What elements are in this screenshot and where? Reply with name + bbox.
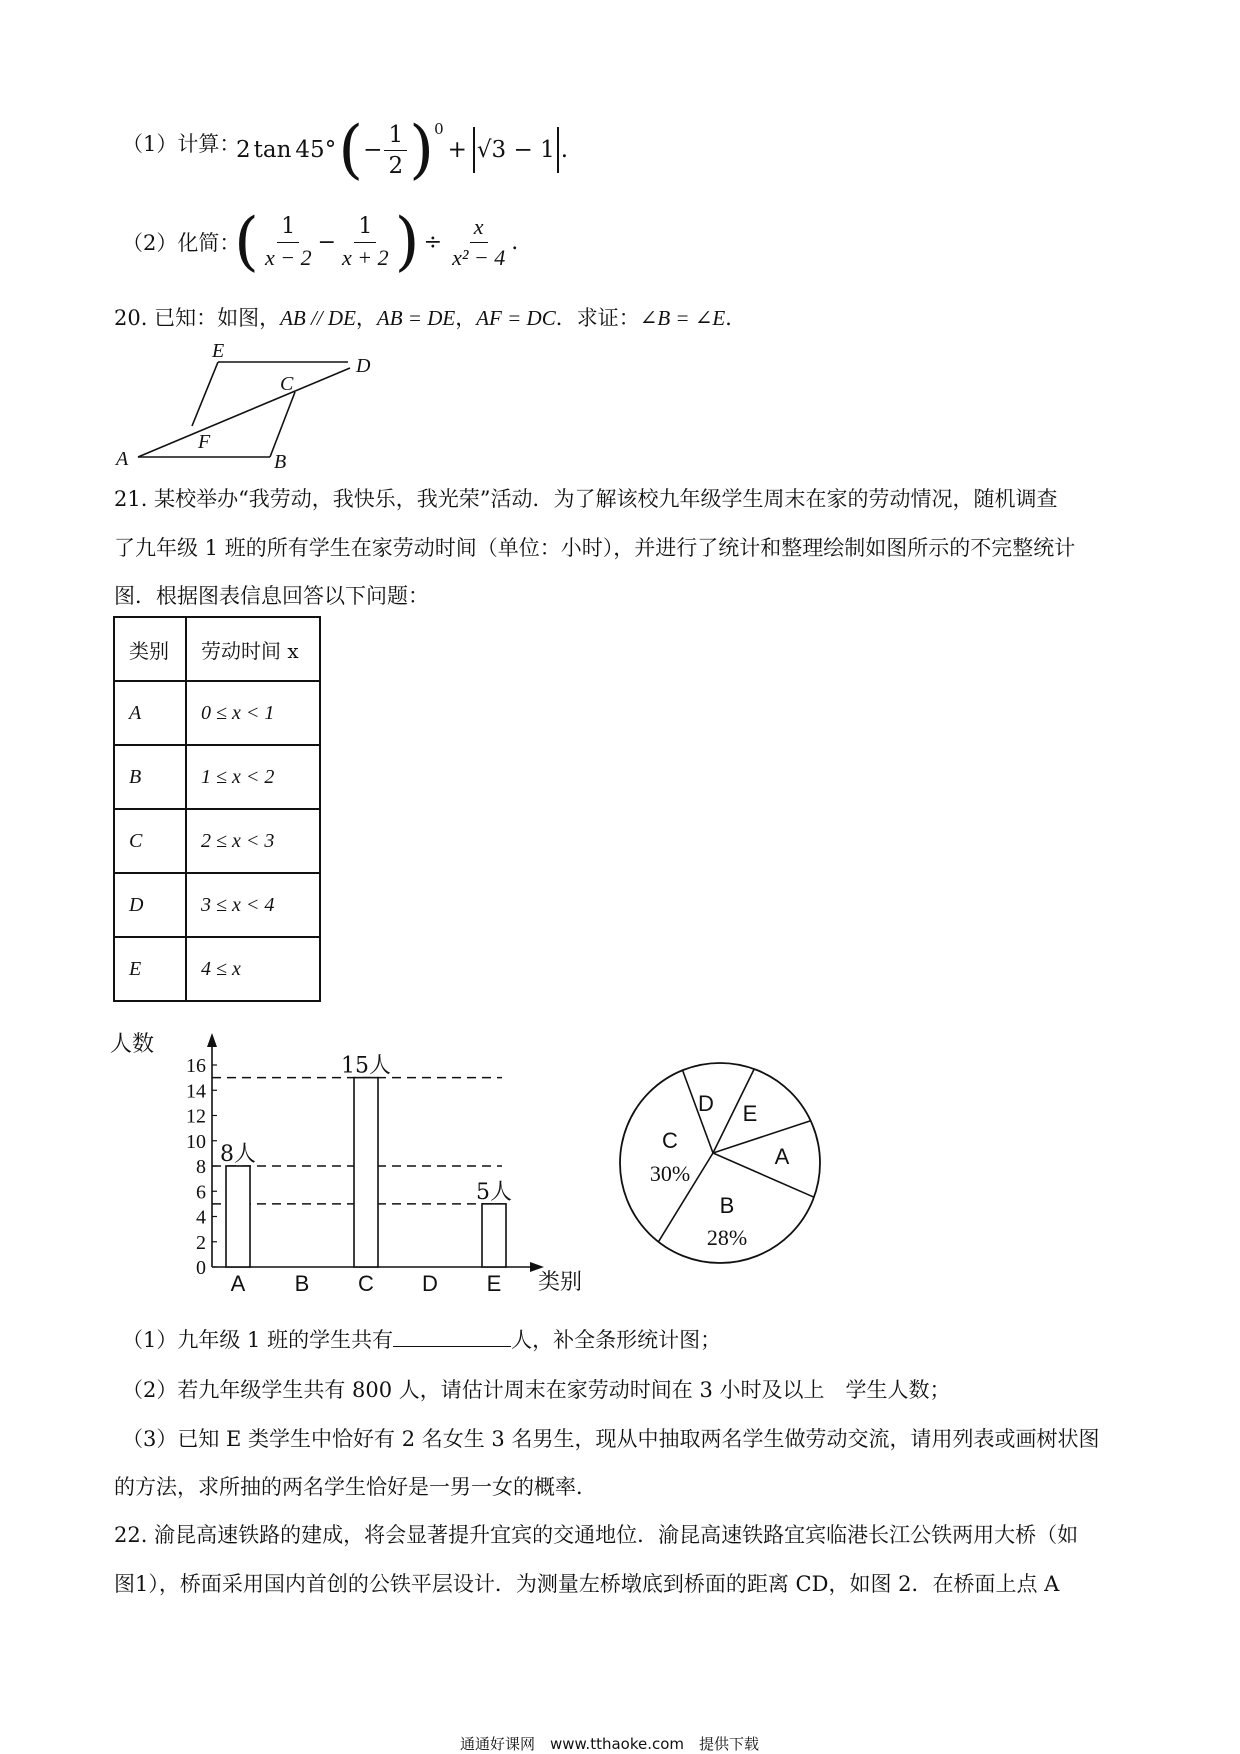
- q19-p2-fraction-3: [448, 212, 509, 273]
- table-row: [114, 681, 320, 745]
- table-header-row: [114, 617, 320, 681]
- table-cell-range: 2 ≤ x < 3: [186, 809, 320, 873]
- bar: [354, 1078, 378, 1267]
- segment-ef: [192, 362, 218, 426]
- q19-p2-end: .: [511, 229, 519, 255]
- point-a-label: A: [116, 448, 129, 470]
- q21-sub2: （2）若九年级学生共有 800 人，请估计周末在家劳动时间在 3 小时及以上 学生人数；: [122, 1378, 951, 1402]
- q19-p2-n3: x: [470, 212, 488, 243]
- left-paren: (: [234, 205, 259, 279]
- y-tick-label: 8: [196, 1156, 206, 1178]
- table-header-time: 劳动时间 x: [186, 617, 320, 681]
- q21-sub3-line2: 的方法，求所抽的两名学生恰好是一男一女的概率．: [114, 1475, 597, 1499]
- pie-slice-label: D: [698, 1091, 714, 1116]
- q19-p2-minus: −: [317, 229, 337, 255]
- table-header-category: 类别: [114, 617, 186, 681]
- y-axis-title: 人数: [110, 1032, 155, 1057]
- x-tick-label: D: [422, 1271, 438, 1296]
- table-row: [114, 873, 320, 937]
- q19-p1-angle: 45°: [295, 137, 337, 163]
- abs-bar-left: [473, 127, 475, 173]
- bar: [226, 1166, 250, 1267]
- table-cell-category: A: [114, 681, 186, 745]
- y-tick-label: 10: [186, 1130, 206, 1153]
- q19-p1-exp: 0: [434, 120, 444, 138]
- right-paren: ): [394, 205, 420, 279]
- page-footer: 通通好课网 www.tthaoke.com 提供下载: [460, 1735, 760, 1753]
- bar-data-label: 8人: [220, 1142, 256, 1167]
- left-paren: (: [338, 113, 364, 187]
- q20-cond2: AB = DE: [376, 306, 456, 330]
- point-f-label: F: [198, 431, 211, 453]
- x-tick-label: C: [358, 1271, 374, 1296]
- table-cell-category: C: [114, 809, 186, 873]
- q21-sub1-post: 人，补全条形统计图；: [511, 1328, 722, 1352]
- q20-end: ．: [725, 306, 747, 330]
- table-cell-category: B: [114, 745, 186, 809]
- point-e-label: E: [212, 340, 225, 362]
- answer-blank: [393, 1326, 511, 1347]
- q19-p1-den: 2: [388, 152, 404, 179]
- bar: [482, 1204, 506, 1267]
- table-row: [114, 809, 320, 873]
- q19-p1-expression: [236, 113, 569, 187]
- table-row: [114, 745, 320, 809]
- q21-sub1-pre: （1）九年级 1 班的学生共有: [122, 1328, 394, 1352]
- q19-p1-fn: tan: [253, 137, 292, 163]
- pie-slice-label: A: [774, 1144, 790, 1169]
- table-cell-range: 0 ≤ x < 1: [186, 681, 320, 745]
- q21-intro-line3: 图．根据图表信息回答以下问题：: [114, 584, 429, 608]
- x-tick-label: A: [230, 1271, 246, 1296]
- q20-geometry-figure: [100, 340, 400, 473]
- q19-p2-d1: x − 2: [264, 244, 312, 270]
- pie-slice-percent: 30%: [649, 1161, 691, 1186]
- right-paren: ): [409, 113, 435, 187]
- y-tick-label: 4: [196, 1206, 206, 1229]
- q19-p2-fraction-2: [338, 212, 393, 273]
- y-tick-label: 16: [186, 1055, 206, 1077]
- table-row: [114, 937, 320, 1001]
- q19-p2-d2: x + 2: [342, 244, 389, 270]
- pie-chart: [610, 1055, 830, 1270]
- table-cell-range: 3 ≤ x < 4: [186, 873, 320, 937]
- q21-intro-line2: 了九年级 1 班的所有学生在家劳动时间（单位：小时），并进行了统计和整理绘制如图所示的不完整统计: [114, 536, 1076, 560]
- q19-p1-abs: √3 − 1: [476, 137, 555, 163]
- y-tick-label: 2: [196, 1231, 206, 1254]
- q20-cond1: AB // DE: [280, 306, 356, 330]
- pie-slice-label: E: [742, 1101, 758, 1126]
- x-tick-label: E: [486, 1271, 502, 1296]
- y-tick-label: 12: [186, 1105, 206, 1128]
- q20-sep1: ，: [355, 306, 377, 330]
- q21-intro-line1: 21. 某校举办“我劳动，我快乐，我光荣”活动．为了解该校九年级学生周末在家的劳动情况，随机调查: [114, 487, 1058, 511]
- y-axis-arrow-icon: [207, 1033, 217, 1047]
- point-b-label: B: [274, 451, 287, 473]
- q19-p1-num: 1: [384, 120, 407, 151]
- q20-cond3: AF = DC: [476, 306, 556, 330]
- q19-p2-label: （2）化简：: [122, 231, 241, 255]
- q19-p2-n2: 1: [354, 212, 376, 243]
- q20-goal: ∠B = ∠E: [639, 306, 726, 330]
- point-c-label: C: [280, 373, 294, 395]
- table-cell-category: E: [114, 937, 186, 1001]
- q19-p2-d3: x² − 4: [452, 244, 506, 270]
- q19-p2-expression: [234, 205, 519, 279]
- bar-data-label: 5人: [476, 1179, 512, 1205]
- q19-part2: [122, 229, 240, 257]
- segment-bc: [270, 392, 295, 457]
- q19-p2-fraction-1: [261, 212, 316, 273]
- q19-p1-label: （1）计算：: [122, 132, 241, 156]
- bar-chart: [110, 1025, 583, 1300]
- table-cell-category: D: [114, 873, 186, 937]
- bar-data-label: 15人: [341, 1053, 391, 1079]
- pie-slice-percent: 28%: [706, 1225, 748, 1250]
- q21-sub1: [122, 1326, 721, 1354]
- q20-statement: [114, 304, 746, 332]
- table-cell-range: 1 ≤ x < 2: [186, 745, 320, 809]
- q19-p1-lead: 2: [236, 137, 251, 163]
- q22-line2: 图1），桥面采用国内首创的公铁平层设计．为测量左桥墩底到桥面的距离 CD，如图 2．在桥面上点 A: [114, 1572, 1060, 1596]
- table-cell-range: 4 ≤ x: [186, 937, 320, 1001]
- q20-prove: ．求证：: [555, 306, 640, 330]
- q21-sub3-line1: （3）已知 E 类学生中恰好有 2 名女生 3 名男生，现从中抽取两名学生做劳动交流，请用列表或画树状图: [122, 1427, 1100, 1451]
- q19-p1-end: .: [560, 137, 569, 163]
- abs-bar-right: [557, 127, 559, 173]
- category-table: [113, 616, 321, 1002]
- x-tick-label: B: [294, 1271, 310, 1296]
- q19-p1-plus: +: [447, 137, 467, 163]
- pie-slice-label: C: [662, 1128, 678, 1153]
- y-tick-label: 6: [196, 1181, 206, 1204]
- q20-text-pre: 20. 已知：如图，: [114, 306, 281, 330]
- q19-p1-neg: −: [363, 137, 383, 163]
- q19-p2-n1: 1: [277, 212, 299, 243]
- q19-p2-div: ÷: [423, 229, 443, 255]
- q22-line1: 22. 渝昆高速铁路的建成，将会显著提升宜宾的交通地位．渝昆高速铁路宜宾临港长江公铁两用大桥（如: [114, 1523, 1079, 1547]
- point-d-label: D: [356, 355, 371, 377]
- x-axis-title: 类别: [538, 1270, 583, 1295]
- segment-ad: [138, 368, 350, 457]
- q19-p1-fraction: [384, 120, 407, 181]
- pie-slice-label: B: [719, 1193, 735, 1218]
- q19-part1: [122, 130, 240, 158]
- y-tick-label: 0: [196, 1257, 206, 1279]
- q20-sep2: ，: [455, 306, 477, 330]
- y-tick-label: 14: [186, 1080, 206, 1103]
